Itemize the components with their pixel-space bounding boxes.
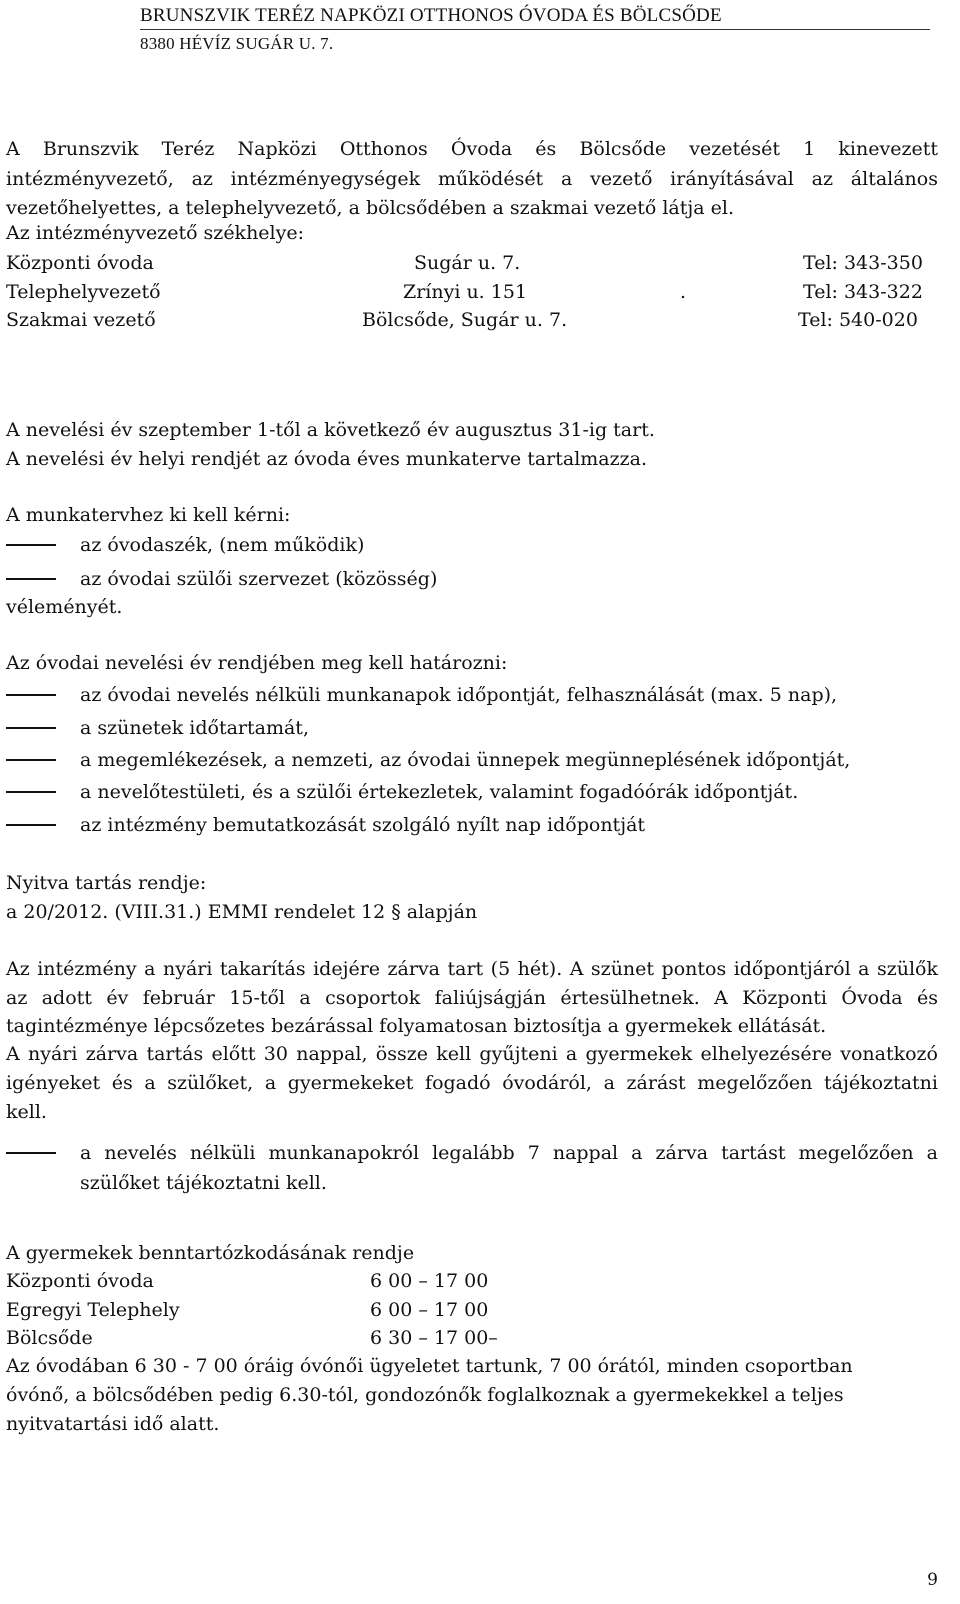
opening-heading: Nyitva tartás rendje:	[6, 872, 207, 894]
dash-bullet-icon	[6, 824, 56, 826]
intro-line-1: A Brunszvik Teréz Napközi Otthonos Óvoda és Bölcsőde vezetését 1 kinevezett	[6, 138, 938, 160]
summer-p1-line-2: az adott év február 15-től a csoportok faliújságján értesülhetnek. A Központi Óvoda és	[6, 987, 938, 1009]
dash-bullet-icon	[6, 759, 56, 761]
contact-address: Bölcsőde, Sugár u. 7.	[362, 309, 568, 331]
schedule-item-text: a megemlékezések, a nemzeti, az óvodai ünnepek megünneplésének időpontját,	[80, 749, 851, 771]
contact-role: Szakmai vezető	[6, 309, 156, 331]
summer-notice-line-2: szülőket tájékoztatni kell.	[80, 1172, 327, 1194]
opinion-tail: véleményét.	[6, 596, 123, 618]
summer-p2-line-2: igényeket és a szülőket, a gyermekeket fogadó óvodáról, a zárást megelőzően tájékoztatni	[6, 1072, 938, 1094]
contact-phone: Tel: 343-350	[803, 252, 923, 274]
stay-hours: 6 00 – 17 00	[370, 1299, 489, 1321]
stay-place: Egregyi Telephely	[6, 1299, 180, 1321]
contact-role: Központi óvoda	[6, 252, 154, 274]
contact-address: Sugár u. 7.	[414, 252, 521, 274]
contact-address: Zrínyi u. 151	[403, 281, 528, 303]
stay-place: Bölcsőde	[6, 1327, 93, 1349]
dash-bullet-icon	[6, 1152, 56, 1154]
summer-p1-line-1: Az intézmény a nyári takarítás idejére zárva tart (5 hét). A szünet pontos időpontjáról a szülők	[6, 958, 938, 980]
dash-bullet-icon	[6, 727, 56, 729]
stay-note-line-1: Az óvodában 6 30 - 7 00 óráig óvónői ügyeletet tartunk, 7 00 órától, minden csoportban	[6, 1355, 853, 1377]
year-line-1: A nevelési év szeptember 1-től a következő év augusztus 31-ig tart.	[6, 419, 655, 441]
header-address: 8380 HÉVÍZ SUGÁR U. 7.	[140, 34, 334, 53]
schedule-heading: Az óvodai nevelési év rendjében meg kell határozni:	[6, 652, 508, 674]
summer-p2-line-1: A nyári zárva tartás előtt 30 nappal, össze kell gyűjteni a gyermekek elhelyezésére vonatkozó	[6, 1043, 938, 1065]
contact-phone: Tel: 540-020	[798, 309, 918, 331]
schedule-item-text: az intézmény bemutatkozását szolgáló nyílt nap időpontját	[80, 814, 646, 836]
page-number: 9	[927, 1570, 938, 1590]
summer-p1-line-3: tagintézménye lépcsőzetes bezárással folyamatosan biztosítja a gyermekek ellátását.	[6, 1015, 827, 1037]
summer-p2-line-3: kell.	[6, 1101, 47, 1123]
schedule-item-text: a szünetek időtartamát,	[80, 717, 309, 739]
dash-bullet-icon	[6, 791, 56, 793]
intro-line-3: vezetőhelyettes, a telephelyvezető, a bölcsődében a szakmai vezető látja el.	[6, 197, 734, 219]
header-rule	[140, 29, 930, 30]
dash-bullet-icon	[6, 578, 56, 580]
dash-bullet-icon	[6, 544, 56, 546]
stay-note-line-3: nyitvatartási idő alatt.	[6, 1413, 220, 1435]
schedule-item-text: a nevelőtestületi, és a szülői értekezletek, valamint fogadóórák időpontját.	[80, 781, 799, 803]
opening-basis: a 20/2012. (VIII.31.) EMMI rendelet 12 § alapján	[6, 901, 478, 923]
stay-hours: 6 30 – 17 00–	[370, 1327, 498, 1349]
opinion-item-text: az óvodai szülői szervezet (közösség)	[80, 568, 438, 590]
contact-role: Telephelyvezető	[6, 281, 161, 303]
contact-phone: Tel: 343-322	[803, 281, 923, 303]
stay-place: Központi óvoda	[6, 1270, 154, 1292]
header-institution-name: BRUNSZVIK TERÉZ NAPKÖZI OTTHONOS ÓVODA ÉS BÖLCSŐDE	[140, 5, 722, 26]
stay-note-line-2: óvónő, a bölcsődében pedig 6.30-tól, gondozónők foglalkoznak a gyermekekkel a teljes	[6, 1384, 844, 1406]
schedule-item-text: az óvodai nevelés nélküli munkanapok időpontját, felhasználását (max. 5 nap),	[80, 684, 838, 706]
opinion-item-text: az óvodaszék, (nem működik)	[80, 534, 365, 556]
contact-separator: .	[680, 281, 687, 303]
stay-hours: 6 00 – 17 00	[370, 1270, 489, 1292]
summer-notice-line-1: a nevelés nélküli munkanapokról legalább 7 nappal a zárva tartást megelőzően a	[80, 1142, 938, 1164]
page-header	[140, 4, 930, 53]
intro-line-2: intézményvezető, az intézményegységek működését a vezető irányításával az általános	[6, 168, 938, 190]
opinion-heading: A munkatervhez ki kell kérni:	[6, 504, 291, 526]
dash-bullet-icon	[6, 694, 56, 696]
seat-heading: Az intézményvezető székhelye:	[6, 222, 305, 244]
stay-heading: A gyermekek benntartózkodásának rendje	[6, 1242, 415, 1264]
year-line-2: A nevelési év helyi rendjét az óvoda éves munkaterve tartalmazza.	[6, 448, 648, 470]
